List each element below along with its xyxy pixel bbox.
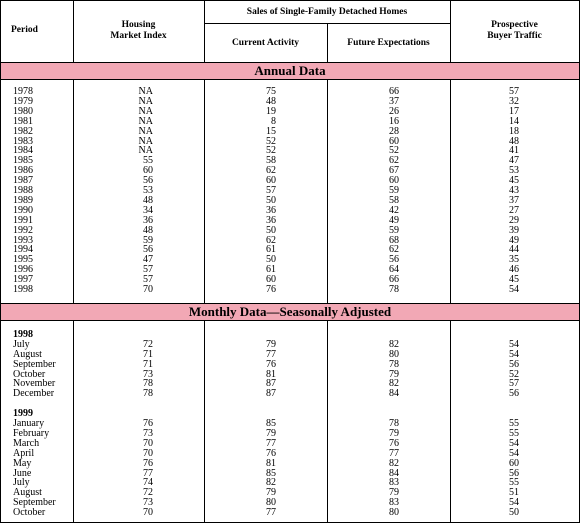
future-expectations-cell: 82: [389, 378, 399, 389]
hmi-cell: 70: [143, 284, 153, 295]
buyer-traffic-cell: 46: [509, 264, 519, 275]
period-cell: March: [13, 438, 40, 449]
table-row: [1, 245, 579, 255]
hmi-cell: NA: [138, 106, 153, 117]
table-row: [1, 156, 579, 166]
buyer-traffic-cell: 55: [509, 477, 519, 488]
header-sales-group: Sales of Single-Family Detached Homes: [246, 7, 408, 17]
hmi-cell: 72: [143, 339, 153, 350]
hmi-cell: 56: [143, 244, 153, 255]
current-activity-cell: 77: [266, 349, 276, 360]
period-cell: 1991: [13, 215, 33, 226]
buyer-traffic-cell: 45: [509, 175, 519, 186]
buyer-traffic-cell: 48: [509, 136, 519, 147]
current-activity-cell: 62: [266, 165, 276, 176]
hmi-cell: 70: [143, 507, 153, 518]
year-group-label: 1999: [13, 408, 33, 419]
table-row: [1, 265, 579, 275]
future-expectations-cell: 66: [389, 86, 399, 97]
period-cell: 1983: [13, 136, 33, 147]
hmi-cell: 71: [143, 359, 153, 370]
current-activity-cell: 48: [266, 96, 276, 107]
table-row: [1, 508, 579, 518]
period-cell: 1985: [13, 155, 33, 166]
current-activity-cell: 61: [266, 264, 276, 275]
section-annual-data: Annual Data: [1, 62, 579, 80]
header-future-expectations: Future Expectations: [347, 38, 430, 48]
table-row: [1, 127, 579, 137]
future-expectations-cell: 16: [389, 116, 399, 127]
current-activity-cell: 61: [266, 244, 276, 255]
future-expectations-cell: 80: [389, 507, 399, 518]
buyer-traffic-cell: 54: [509, 448, 519, 459]
current-activity-cell: 87: [266, 378, 276, 389]
period-cell: 1986: [13, 165, 33, 176]
period-cell: December: [13, 388, 55, 399]
hmi-cell: 70: [143, 448, 153, 459]
period-cell: 1989: [13, 195, 33, 206]
period-cell: October: [13, 507, 46, 518]
period-cell: November: [13, 378, 56, 389]
current-activity-cell: 76: [266, 359, 276, 370]
future-expectations-cell: 37: [389, 96, 399, 107]
current-activity-cell: 79: [266, 487, 276, 498]
hmi-cell: 47: [143, 254, 153, 265]
buyer-traffic-cell: 54: [509, 339, 519, 350]
table-row: [1, 186, 579, 196]
hmi-cell: 55: [143, 155, 153, 166]
hmi-cell: 36: [143, 215, 153, 226]
future-expectations-cell: 60: [389, 175, 399, 186]
period-cell: 1998: [13, 284, 33, 295]
hmi-cell: NA: [138, 96, 153, 107]
current-activity-cell: 50: [266, 254, 276, 265]
future-expectations-cell: 28: [389, 126, 399, 137]
current-activity-cell: 81: [266, 369, 276, 380]
period-cell: August: [13, 487, 42, 498]
future-expectations-cell: 76: [389, 438, 399, 449]
current-activity-cell: 52: [266, 136, 276, 147]
period-cell: 1993: [13, 235, 33, 246]
table-row: [1, 459, 579, 469]
buyer-traffic-cell: 14: [509, 116, 519, 127]
buyer-traffic-cell: 43: [509, 185, 519, 196]
hmi-cell: 57: [143, 264, 153, 275]
hmi-cell: 73: [143, 428, 153, 439]
current-activity-cell: 58: [266, 155, 276, 166]
buyer-traffic-cell: 54: [509, 497, 519, 508]
buyer-traffic-cell: 27: [509, 205, 519, 216]
hmi-cell: NA: [138, 86, 153, 97]
period-cell: 1988: [13, 185, 33, 196]
buyer-traffic-cell: 52: [509, 369, 519, 380]
table-row: [1, 216, 579, 226]
buyer-traffic-cell: 56: [509, 468, 519, 479]
table-row: [1, 166, 579, 176]
future-expectations-cell: 79: [389, 487, 399, 498]
period-cell: 1982: [13, 126, 33, 137]
future-expectations-cell: 49: [389, 215, 399, 226]
future-expectations-cell: 83: [389, 477, 399, 488]
period-cell: October: [13, 369, 46, 380]
current-activity-cell: 75: [266, 86, 276, 97]
future-expectations-cell: 52: [389, 145, 399, 156]
current-activity-cell: 50: [266, 225, 276, 236]
future-expectations-cell: 77: [389, 448, 399, 459]
table-row: [1, 360, 579, 370]
future-expectations-cell: 67: [389, 165, 399, 176]
buyer-traffic-cell: 60: [509, 458, 519, 469]
future-expectations-cell: 84: [389, 388, 399, 399]
buyer-traffic-cell: 29: [509, 215, 519, 226]
hmi-cell: 48: [143, 195, 153, 206]
buyer-traffic-cell: 50: [509, 507, 519, 518]
period-cell: 1978: [13, 86, 33, 97]
buyer-traffic-cell: 57: [509, 378, 519, 389]
period-cell: 1980: [13, 106, 33, 117]
table-row: [1, 429, 579, 439]
table-row: [1, 285, 579, 295]
period-cell: April: [13, 448, 35, 459]
period-cell: 1992: [13, 225, 33, 236]
hmi-cell: 48: [143, 225, 153, 236]
buyer-traffic-cell: 37: [509, 195, 519, 206]
future-expectations-cell: 60: [389, 136, 399, 147]
future-expectations-cell: 78: [389, 359, 399, 370]
header-buyer-traffic: Prospective Buyer Traffic: [487, 20, 542, 41]
current-activity-cell: 85: [266, 468, 276, 479]
future-expectations-cell: 82: [389, 339, 399, 350]
current-activity-cell: 60: [266, 175, 276, 186]
future-expectations-cell: 78: [389, 418, 399, 429]
table-row: [1, 146, 579, 156]
current-activity-cell: 77: [266, 507, 276, 518]
buyer-traffic-cell: 57: [509, 86, 519, 97]
period-cell: May: [13, 458, 32, 469]
buyer-traffic-cell: 17: [509, 106, 519, 117]
current-activity-cell: 50: [266, 195, 276, 206]
future-expectations-cell: 78: [389, 284, 399, 295]
header-current-activity: Current Activity: [231, 38, 300, 48]
table-row: [1, 488, 579, 498]
period-cell: July: [13, 477, 30, 488]
table-row: [1, 97, 579, 107]
period-cell: 1984: [13, 145, 33, 156]
hmi-cell: 76: [143, 458, 153, 469]
buyer-traffic-cell: 35: [509, 254, 519, 265]
table-row: [1, 340, 579, 350]
current-activity-cell: 82: [266, 477, 276, 488]
period-cell: February: [13, 428, 50, 439]
period-cell: 1981: [13, 116, 33, 127]
buyer-traffic-cell: 47: [509, 155, 519, 166]
hmi-cell: 76: [143, 418, 153, 429]
period-cell: July: [13, 339, 30, 350]
header-period: Period: [11, 25, 38, 35]
period-cell: January: [13, 418, 45, 429]
buyer-traffic-cell: 32: [509, 96, 519, 107]
current-activity-cell: 76: [266, 284, 276, 295]
hmi-cell: 59: [143, 235, 153, 246]
hmi-cell: 78: [143, 378, 153, 389]
future-expectations-cell: 68: [389, 235, 399, 246]
future-expectations-cell: 80: [389, 349, 399, 360]
future-expectations-cell: 42: [389, 205, 399, 216]
hmi-cell: NA: [138, 136, 153, 147]
section-monthly-data: Monthly Data—Seasonally Adjusted: [1, 303, 579, 321]
hmi-cell: NA: [138, 126, 153, 137]
period-cell: June: [13, 468, 32, 479]
header-hmi: Housing Market Index: [110, 20, 167, 41]
table-row: [1, 498, 579, 508]
table-row: [1, 275, 579, 285]
current-activity-cell: 79: [266, 339, 276, 350]
period-cell: 1995: [13, 254, 33, 265]
future-expectations-cell: 62: [389, 244, 399, 255]
buyer-traffic-cell: 54: [509, 349, 519, 360]
buyer-traffic-cell: 55: [509, 428, 519, 439]
future-expectations-cell: 84: [389, 468, 399, 479]
current-activity-cell: 77: [266, 438, 276, 449]
future-expectations-cell: 58: [389, 195, 399, 206]
current-activity-cell: 52: [266, 145, 276, 156]
current-activity-cell: 36: [266, 215, 276, 226]
period-cell: 1990: [13, 205, 33, 216]
hmi-cell: 34: [143, 205, 153, 216]
buyer-traffic-cell: 54: [509, 284, 519, 295]
table-row: [1, 350, 579, 360]
future-expectations-cell: 83: [389, 497, 399, 508]
hmi-cell: 73: [143, 369, 153, 380]
current-activity-cell: 85: [266, 418, 276, 429]
table-row: [1, 206, 579, 216]
hmi-cell: NA: [138, 116, 153, 127]
period-cell: 1979: [13, 96, 33, 107]
hmi-cell: 57: [143, 274, 153, 285]
table-row: [1, 226, 579, 236]
current-activity-cell: 57: [266, 185, 276, 196]
period-cell: September: [13, 497, 56, 508]
hmi-cell: 70: [143, 438, 153, 449]
table-row: [1, 379, 579, 389]
future-expectations-cell: 59: [389, 225, 399, 236]
table-row: [1, 196, 579, 206]
current-activity-cell: 15: [266, 126, 276, 137]
period-cell: September: [13, 359, 56, 370]
future-expectations-cell: 79: [389, 369, 399, 380]
table-row: [1, 87, 579, 97]
group-header-divider: [204, 23, 451, 24]
buyer-traffic-cell: 49: [509, 235, 519, 246]
table-row: [1, 117, 579, 127]
table-row: [1, 449, 579, 459]
buyer-traffic-cell: 55: [509, 418, 519, 429]
table-row: [1, 255, 579, 265]
period-cell: 1994: [13, 244, 33, 255]
buyer-traffic-cell: 39: [509, 225, 519, 236]
current-activity-cell: 62: [266, 235, 276, 246]
future-expectations-cell: 82: [389, 458, 399, 469]
buyer-traffic-cell: 44: [509, 244, 519, 255]
period-cell: 1987: [13, 175, 33, 186]
hmi-cell: 60: [143, 165, 153, 176]
buyer-traffic-cell: 56: [509, 359, 519, 370]
hmi-cell: 73: [143, 497, 153, 508]
future-expectations-cell: 62: [389, 155, 399, 166]
table-row: [1, 107, 579, 117]
future-expectations-cell: 66: [389, 274, 399, 285]
buyer-traffic-cell: 56: [509, 388, 519, 399]
hmi-cell: 56: [143, 175, 153, 186]
hmi-cell: 53: [143, 185, 153, 196]
table-row: [1, 389, 579, 399]
future-expectations-cell: 26: [389, 106, 399, 117]
table-row: [1, 439, 579, 449]
current-activity-cell: 60: [266, 274, 276, 285]
buyer-traffic-cell: 53: [509, 165, 519, 176]
period-cell: August: [13, 349, 42, 360]
current-activity-cell: 81: [266, 458, 276, 469]
buyer-traffic-cell: 51: [509, 487, 519, 498]
table-row: [1, 419, 579, 429]
future-expectations-cell: 64: [389, 264, 399, 275]
hmi-cell: 78: [143, 388, 153, 399]
year-group-label: 1998: [13, 329, 33, 340]
period-cell: 1997: [13, 274, 33, 285]
table-row: [1, 176, 579, 186]
hmi-cell: 71: [143, 349, 153, 360]
current-activity-cell: 80: [266, 497, 276, 508]
current-activity-cell: 87: [266, 388, 276, 399]
hmi-cell: 77: [143, 468, 153, 479]
buyer-traffic-cell: 41: [509, 145, 519, 156]
hmi-cell: 74: [143, 477, 153, 488]
buyer-traffic-cell: 54: [509, 438, 519, 449]
future-expectations-cell: 79: [389, 428, 399, 439]
future-expectations-cell: 56: [389, 254, 399, 265]
future-expectations-cell: 59: [389, 185, 399, 196]
buyer-traffic-cell: 45: [509, 274, 519, 285]
current-activity-cell: 79: [266, 428, 276, 439]
period-cell: 1996: [13, 264, 33, 275]
current-activity-cell: 8: [271, 116, 276, 127]
buyer-traffic-cell: 18: [509, 126, 519, 137]
current-activity-cell: 36: [266, 205, 276, 216]
hmi-cell: NA: [138, 145, 153, 156]
table-row: [1, 478, 579, 488]
current-activity-cell: 19: [266, 106, 276, 117]
hmi-cell: 72: [143, 487, 153, 498]
current-activity-cell: 76: [266, 448, 276, 459]
